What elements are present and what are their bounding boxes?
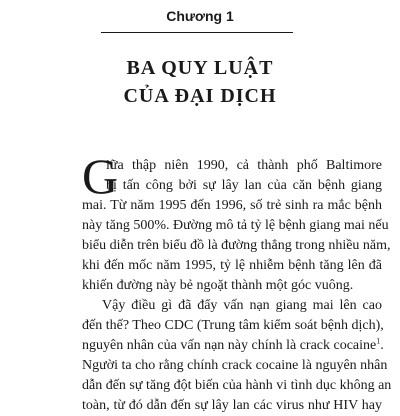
paragraph-2-line: Vậy điều gì đã đẩy vấn nạn giang mai lên cao bbox=[102, 298, 382, 313]
paragraph-2-line: đến thế? Theo CDC (Trung tâm kiểm soát bệnh dịch), bbox=[82, 318, 384, 333]
chapter-title-line-1: BA QUY LUẬT bbox=[126, 57, 274, 79]
paragraph-1-line: khi đến mốc năm 1995, tỷ lệ nhiễm bệnh tăng lên đã bbox=[82, 258, 382, 273]
paragraph-2-line: Người ta cho rằng chính crack cocaine là nguyên nhân bbox=[82, 358, 388, 373]
drop-cap: G bbox=[82, 148, 119, 204]
chapter-label: Chương 1 bbox=[166, 8, 234, 24]
chapter-rule bbox=[101, 32, 293, 33]
paragraph-2-line: dẫn đến sự tăng đột biến của hành vi tình dục không an bbox=[82, 378, 392, 393]
paragraph-2 bbox=[82, 296, 392, 416]
paragraph-1-line: biểu diễn trên biểu đồ là đường thẳng trong nhiều năm, bbox=[82, 238, 391, 253]
footnote-punct: . bbox=[380, 338, 384, 353]
paragraph-2-line-text: nguyên nhân của vấn nạn này chính là crack cocaine bbox=[82, 338, 377, 353]
chapter-title bbox=[0, 54, 400, 110]
paragraph-2-line: toàn, từ đó dẫn đến sự lây lan các virus như HIV hay bbox=[82, 398, 382, 413]
paragraph-1-line: này tăng 500%. Đường mô tả tỷ lệ bệnh giang mai nếu bbox=[82, 218, 389, 233]
paragraph-1-line: khiến đường này bẻ ngoặt thành một góc vuông. bbox=[82, 278, 354, 293]
paragraph-1-line: bị tấn công bởi sự lây lan của căn bệnh giang bbox=[106, 178, 382, 193]
body-text bbox=[82, 148, 392, 416]
paragraph-1-line: iữa thập niên 1990, cả thành phố Baltimore bbox=[106, 158, 382, 173]
paragraph-1-line: mai. Từ năm 1995 đến 1996, số trẻ sinh ra mắc bệnh bbox=[82, 198, 382, 213]
paragraph-1 bbox=[82, 148, 391, 296]
paragraph-2-line-footnoted bbox=[82, 336, 382, 356]
footnote-mark: 1 bbox=[376, 336, 381, 346]
chapter-title-line-2: CỦA ĐẠI DỊCH bbox=[123, 85, 277, 107]
